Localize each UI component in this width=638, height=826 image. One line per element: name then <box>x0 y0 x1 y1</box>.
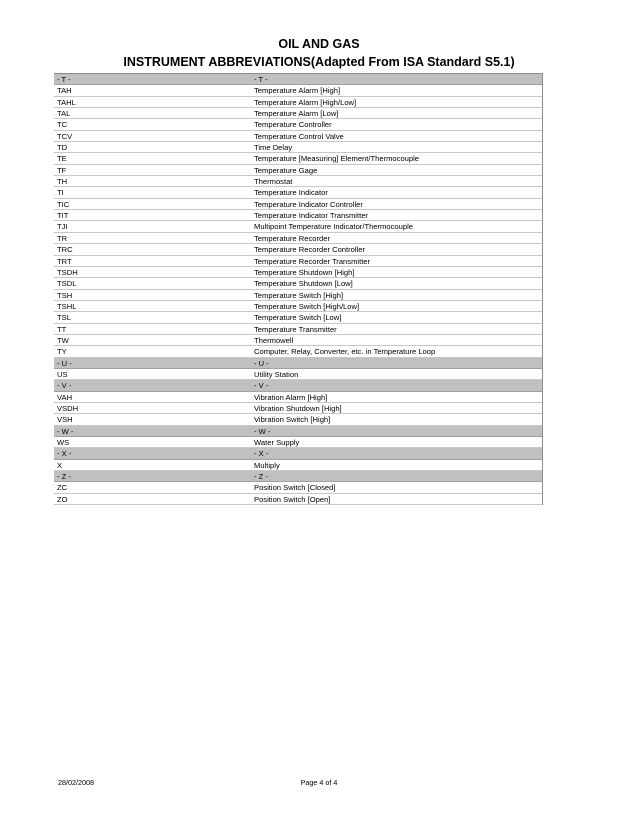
description-cell: Utility Station <box>254 369 299 379</box>
table-row <box>54 187 542 198</box>
table-row <box>54 210 542 221</box>
description-cell: Temperature Recorder Controller <box>254 245 365 255</box>
section-header-row <box>54 358 542 369</box>
table-row <box>54 142 542 153</box>
description-cell: Vibration Alarm [High] <box>254 392 328 402</box>
abbreviation-cell: TIT <box>57 211 69 221</box>
description-cell: Temperature Shutdown [Low] <box>254 279 353 289</box>
description-cell: Temperature Recorder <box>254 233 330 243</box>
description-cell: Temperature Indicator Transmitter <box>254 211 368 221</box>
table-row <box>54 199 542 210</box>
abbreviation-cell: TC <box>57 120 68 130</box>
description-cell: - T - <box>254 75 268 84</box>
abbreviation-cell: TSL <box>57 313 71 323</box>
description-cell: - Z - <box>254 472 268 482</box>
table-row <box>54 85 542 96</box>
table-row <box>54 176 542 187</box>
abbreviation-cell: TRT <box>57 256 72 266</box>
abbreviation-cell: ZC <box>57 483 68 493</box>
abbreviation-cell: TCV <box>57 131 73 141</box>
abbreviation-cell: TIC <box>57 199 70 209</box>
table-row <box>54 119 542 130</box>
section-header-row <box>54 471 542 482</box>
table-row <box>54 335 542 346</box>
description-cell: Multipoint Temperature Indicator/Thermocouple <box>254 222 413 232</box>
abbreviation-cell: TE <box>57 154 67 164</box>
description-cell: Temperature Shutdown [High] <box>254 267 355 277</box>
table-row <box>54 346 542 357</box>
table-row <box>54 153 542 164</box>
abbreviation-cell: X <box>57 460 63 470</box>
abbreviation-cell: TAHL <box>57 97 76 107</box>
table-row <box>54 256 542 267</box>
table-row <box>54 494 542 505</box>
abbreviation-cell: TAH <box>57 86 72 96</box>
abbreviation-cell: TJI <box>57 222 68 232</box>
description-cell: Temperature Gage <box>254 165 318 175</box>
description-cell: Thermowell <box>254 335 294 345</box>
table-row <box>54 221 542 232</box>
table-row <box>54 324 542 335</box>
table-row <box>54 437 542 448</box>
description-cell: Temperature Control Valve <box>254 131 344 141</box>
description-cell: - V - <box>254 381 269 391</box>
abbreviation-cell: TSH <box>57 290 73 300</box>
abbreviation-cell: TAL <box>57 109 71 119</box>
description-cell: Temperature Switch [High] <box>254 290 344 300</box>
table-row <box>54 482 542 493</box>
section-header-row <box>54 380 542 391</box>
description-cell: - W - <box>254 426 271 436</box>
abbreviation-cell: ZO <box>57 494 68 504</box>
description-cell: Temperature Indicator <box>254 188 328 198</box>
page-subtitle: INSTRUMENT ABBREVIATIONS(Adapted From ISA Standard S5.1) <box>123 55 515 69</box>
section-header-row <box>54 448 542 459</box>
table-row <box>54 267 542 278</box>
table-row <box>54 312 542 323</box>
table-row <box>54 403 542 414</box>
abbreviation-cell: VSDH <box>57 403 79 413</box>
table-row <box>54 278 542 289</box>
description-cell: Position Switch [Closed] <box>254 483 336 493</box>
description-cell: Temperature [Measuring] Element/Thermocouple <box>254 154 420 164</box>
abbreviation-cell: - T - <box>57 75 71 84</box>
section-header-row <box>54 74 542 85</box>
description-cell: - U - <box>254 358 269 368</box>
abbreviation-cell: TSHL <box>57 301 77 311</box>
abbreviation-cell: VSH <box>57 415 73 425</box>
page-title: OIL AND GAS <box>278 37 360 51</box>
footer-page-number: Page 4 of 4 <box>300 778 338 787</box>
abbreviation-cell: TSDH <box>57 267 78 277</box>
section-header-row <box>54 426 542 437</box>
abbreviation-cell: TR <box>57 233 68 243</box>
abbreviation-cell: TW <box>57 335 69 345</box>
table-row <box>54 233 542 244</box>
abbreviation-cell: - W - <box>57 426 74 436</box>
abbreviation-cell: TRC <box>57 245 73 255</box>
table-row <box>54 290 542 301</box>
abbreviation-cell: - V - <box>57 381 72 391</box>
table-row <box>54 369 542 380</box>
abbreviation-cell: TD <box>57 143 68 153</box>
abbreviation-cell: TSDL <box>57 279 77 289</box>
abbreviation-cell: - X - <box>57 449 72 459</box>
abbreviation-cell: TI <box>57 188 64 198</box>
abbreviation-cell: TY <box>57 347 67 357</box>
abbreviation-cell: - U - <box>57 358 72 368</box>
table-row <box>54 392 542 403</box>
table-row <box>54 97 542 108</box>
description-cell: Water Supply <box>254 438 300 447</box>
description-cell: Temperature Switch [High/Low] <box>254 301 360 311</box>
abbreviation-cell: - Z - <box>57 472 71 482</box>
table-row <box>54 165 542 176</box>
description-cell: Temperature Alarm [Low] <box>254 109 339 119</box>
description-cell: Temperature Indicator Controller <box>254 199 363 209</box>
description-cell: Temperature Alarm [High/Low] <box>254 97 357 107</box>
description-cell: Thermostat <box>254 177 293 187</box>
description-cell: Time Delay <box>254 143 293 153</box>
description-cell: Temperature Controller <box>254 120 332 130</box>
description-cell: Vibration Switch [High] <box>254 415 331 425</box>
description-cell: Temperature Recorder Transmitter <box>254 256 371 266</box>
abbreviation-cell: US <box>57 369 68 379</box>
table-row <box>54 460 542 471</box>
description-cell: Multiply <box>254 460 280 470</box>
table-row <box>54 414 542 425</box>
description-cell: Vibration Shutdown [High] <box>254 403 342 413</box>
abbreviation-cell: TT <box>57 324 67 334</box>
abbreviation-cell: TF <box>57 165 67 175</box>
abbreviation-cell: VAH <box>57 392 73 402</box>
description-cell: - X - <box>254 449 269 459</box>
footer-date: 28/02/2008 <box>58 778 94 787</box>
abbreviation-cell: TH <box>57 177 68 187</box>
table-row <box>54 301 542 312</box>
description-cell: Position Switch [Open] <box>254 494 331 504</box>
abbreviation-cell: WS <box>57 438 70 447</box>
description-cell: Temperature Alarm [High] <box>254 86 341 96</box>
abbreviation-table <box>54 73 543 505</box>
table-row <box>54 131 542 142</box>
description-cell: Temperature Switch [Low] <box>254 313 342 323</box>
description-cell: Computer, Relay, Converter, etc. in Temperature Loop <box>254 347 436 357</box>
table-row <box>54 108 542 119</box>
table-row <box>54 244 542 255</box>
description-cell: Temperature Transmitter <box>254 324 337 334</box>
